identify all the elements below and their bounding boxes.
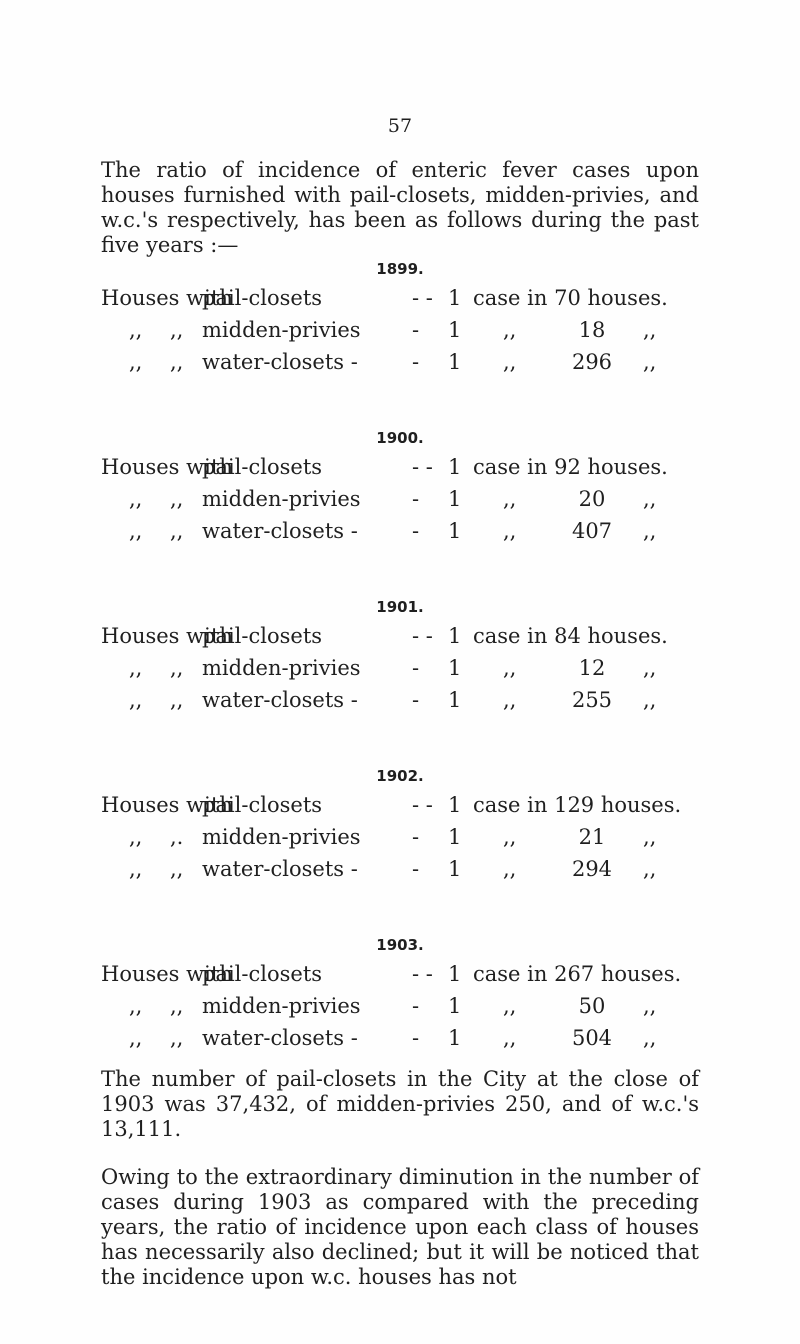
cell-dq: ,, <box>503 825 517 849</box>
cell-kind: midden-privies <box>202 318 361 342</box>
cell-kind: midden-privies <box>202 487 361 511</box>
cell-count: 1 <box>448 624 462 648</box>
cell-count: 1 <box>448 350 462 374</box>
cell-dash: - - <box>412 962 433 986</box>
cell-count: 1 <box>448 994 462 1018</box>
table-row <box>0 1024 800 1052</box>
year-heading: 1899. <box>376 260 424 278</box>
cell-ditto2: ,, <box>170 318 184 342</box>
cell-num: 18 <box>578 318 606 342</box>
cell-dq: ,, <box>503 688 517 712</box>
cell-count: 1 <box>448 455 462 479</box>
closing-paragraph-2: Owing to the extraordinary diminution in the number of cases during 1903 as compared with the preceding years, the ratio of incidence upon each class of houses has necessarily also declined; but it will be noticed that the incidence upon w.c. houses has not <box>101 1165 699 1289</box>
cell-prefix: Houses with <box>101 455 233 479</box>
cell-prefix: Houses with <box>101 286 233 310</box>
cell-ditto1: ,, <box>129 688 143 712</box>
cell-dash: - <box>412 994 420 1018</box>
cell-num: 294 <box>571 857 613 881</box>
cell-dq: ,, <box>503 994 517 1018</box>
cell-prefix: Houses with <box>101 624 233 648</box>
cell-num: 20 <box>578 487 606 511</box>
cell-text: case in 129 houses. <box>473 793 682 817</box>
cell-kind: water-closets - <box>202 519 358 543</box>
table-row <box>0 348 800 376</box>
cell-ditto2: ,, <box>170 994 184 1018</box>
cell-count: 1 <box>448 688 462 712</box>
cell-kind: midden-privies <box>202 825 361 849</box>
cell-dash: - <box>412 825 420 849</box>
cell-num: 50 <box>578 994 606 1018</box>
cell-num: 12 <box>578 656 606 680</box>
cell-dq2: ,, <box>643 656 657 680</box>
cell-ditto2: ,, <box>170 688 184 712</box>
table-row <box>0 622 800 650</box>
cell-ditto2: ,, <box>170 656 184 680</box>
table-row <box>0 316 800 344</box>
table-row <box>0 654 800 682</box>
cell-ditto1: ,, <box>129 656 143 680</box>
cell-num: 296 <box>571 350 613 374</box>
cell-ditto1: ,, <box>129 1026 143 1050</box>
cell-dq: ,, <box>503 487 517 511</box>
cell-kind: pail-closets <box>202 962 323 986</box>
cell-dq: ,, <box>503 656 517 680</box>
cell-dash: - <box>412 350 420 374</box>
table-row <box>0 284 800 312</box>
cell-kind: pail-closets <box>202 286 323 310</box>
cell-dq2: ,, <box>643 857 657 881</box>
cell-ditto2: ,, <box>170 487 184 511</box>
cell-dq2: ,, <box>643 994 657 1018</box>
table-row <box>0 960 800 988</box>
cell-kind: water-closets - <box>202 857 358 881</box>
cell-ditto2: ,, <box>170 857 184 881</box>
cell-prefix: Houses with <box>101 793 233 817</box>
cell-kind: midden-privies <box>202 994 361 1018</box>
table-row <box>0 517 800 545</box>
cell-dash: - <box>412 857 420 881</box>
cell-count: 1 <box>448 656 462 680</box>
cell-kind: water-closets - <box>202 350 358 374</box>
page-number: 57 <box>387 115 413 137</box>
cell-ditto1: ,, <box>129 825 143 849</box>
table-row <box>0 485 800 513</box>
cell-ditto1: ,, <box>129 519 143 543</box>
cell-ditto2: ,. <box>170 825 184 849</box>
cell-dq2: ,, <box>643 487 657 511</box>
cell-num: 407 <box>571 519 613 543</box>
cell-num: 21 <box>578 825 606 849</box>
cell-ditto1: ,, <box>129 994 143 1018</box>
cell-text: case in 84 houses. <box>473 624 668 648</box>
year-heading: 1901. <box>376 598 424 616</box>
table-row <box>0 823 800 851</box>
cell-count: 1 <box>448 825 462 849</box>
year-heading: 1903. <box>376 936 424 954</box>
cell-ditto1: ,, <box>129 318 143 342</box>
cell-dash: - - <box>412 455 433 479</box>
year-heading: 1902. <box>376 767 424 785</box>
cell-dash: - <box>412 519 420 543</box>
closing-paragraph-1: The number of pail-closets in the City at the close of 1903 was 37,432, of midden-privies 250, and of w.c.'s 13,111. <box>101 1067 699 1141</box>
cell-count: 1 <box>448 962 462 986</box>
cell-dash: - <box>412 487 420 511</box>
cell-dq2: ,, <box>643 825 657 849</box>
table-row <box>0 855 800 883</box>
cell-kind: pail-closets <box>202 455 323 479</box>
cell-text: case in 70 houses. <box>473 286 668 310</box>
cell-dash: - <box>412 318 420 342</box>
cell-dq: ,, <box>503 318 517 342</box>
cell-dq2: ,, <box>643 318 657 342</box>
cell-dq: ,, <box>503 519 517 543</box>
cell-ditto2: ,, <box>170 1026 184 1050</box>
cell-count: 1 <box>448 286 462 310</box>
cell-dq2: ,, <box>643 519 657 543</box>
cell-ditto1: ,, <box>129 487 143 511</box>
cell-text: case in 267 houses. <box>473 962 682 986</box>
cell-ditto2: ,, <box>170 519 184 543</box>
year-heading: 1900. <box>376 429 424 447</box>
cell-kind: pail-closets <box>202 793 323 817</box>
cell-dq: ,, <box>503 857 517 881</box>
cell-text: case in 92 houses. <box>473 455 668 479</box>
table-row <box>0 791 800 819</box>
cell-num: 255 <box>571 688 613 712</box>
cell-dash: - <box>412 656 420 680</box>
cell-ditto1: ,, <box>129 350 143 374</box>
cell-kind: midden-privies <box>202 656 361 680</box>
cell-ditto2: ,, <box>170 350 184 374</box>
cell-dash: - - <box>412 624 433 648</box>
cell-count: 1 <box>448 793 462 817</box>
cell-count: 1 <box>448 487 462 511</box>
table-row <box>0 453 800 481</box>
cell-kind: pail-closets <box>202 624 323 648</box>
cell-dq: ,, <box>503 350 517 374</box>
cell-count: 1 <box>448 519 462 543</box>
table-row <box>0 992 800 1020</box>
cell-count: 1 <box>448 318 462 342</box>
cell-count: 1 <box>448 857 462 881</box>
cell-kind: water-closets - <box>202 1026 358 1050</box>
cell-dash: - <box>412 688 420 712</box>
cell-dash: - - <box>412 286 433 310</box>
table-row <box>0 686 800 714</box>
cell-prefix: Houses with <box>101 962 233 986</box>
cell-dq: ,, <box>503 1026 517 1050</box>
cell-dash: - <box>412 1026 420 1050</box>
cell-num: 504 <box>571 1026 613 1050</box>
cell-dash: - - <box>412 793 433 817</box>
cell-kind: water-closets - <box>202 688 358 712</box>
cell-ditto1: ,, <box>129 857 143 881</box>
cell-count: 1 <box>448 1026 462 1050</box>
cell-dq2: ,, <box>643 350 657 374</box>
intro-paragraph: The ratio of incidence of enteric fever cases upon houses furnished with pail-closets, midden-privies, and w.c.'s respectively, has been as follows during the past five years :— <box>101 158 699 257</box>
cell-dq2: ,, <box>643 1026 657 1050</box>
cell-dq2: ,, <box>643 688 657 712</box>
